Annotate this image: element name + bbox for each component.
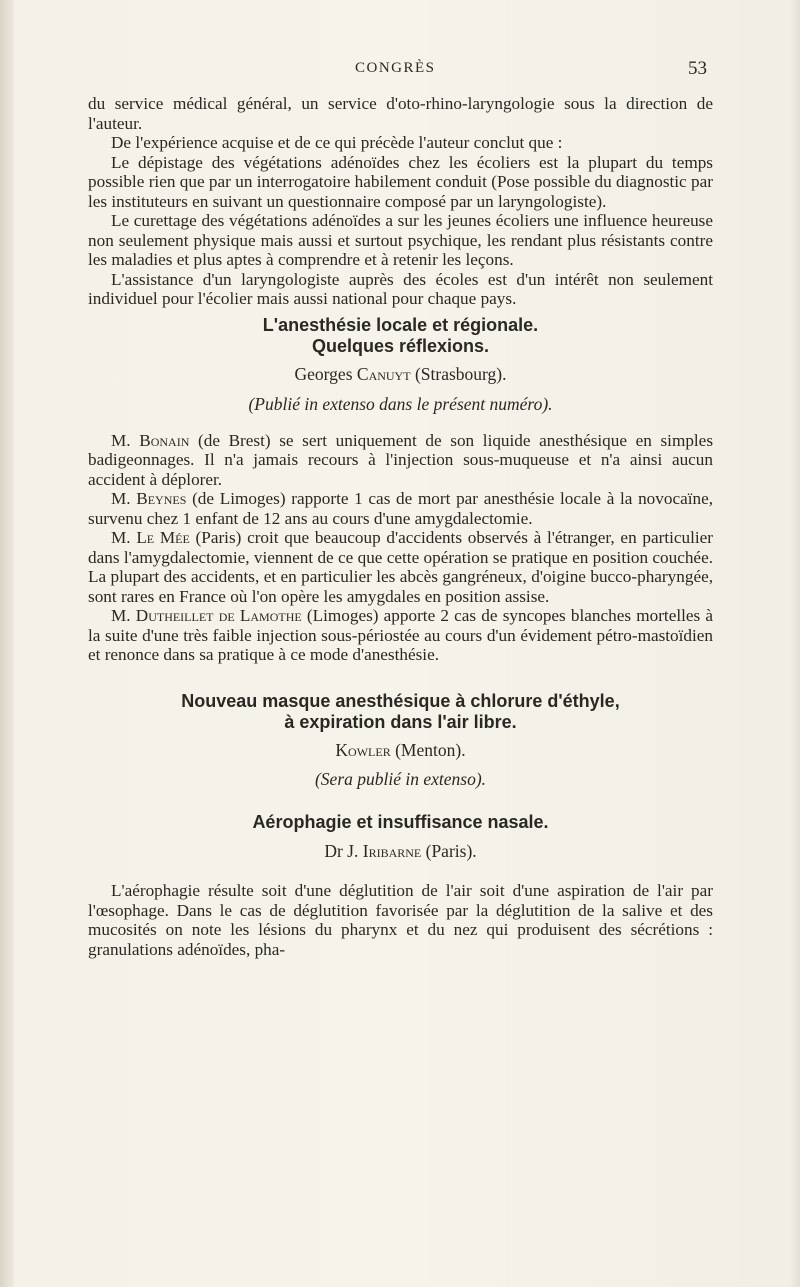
paragraph-text: (de Limoges) rapporte 1 cas de mort par anesthésie locale à la novocaïne, survenu chez 1 enfant de 12 ans au cours d'une amygdalectomie. bbox=[88, 489, 713, 528]
author-place: (Menton). bbox=[395, 739, 466, 760]
paragraph-text: (Paris) croit que beaucoup d'accidents observés à l'étranger, en particulier dans l'amygdalectomie, viennent de ce que cette opération se pratique en position couchée. La plupart des accidents, et en particulier les abcès gangréneux, d'oigine bucco-pharyngée, sont rares en France où l'on opère les amygdales en position assise. bbox=[88, 528, 713, 606]
paragraph: De l'expérience acquise et de ce qui précède l'auteur conclut que : bbox=[111, 133, 563, 152]
paragraph-text: (de Brest) se sert uniquement de son liquide anesthésique en simples badigeonnages. Il n'a jamais recours à l'injection sous-muqueuse et n'a ainsi aucun accident à déplorer. bbox=[88, 430, 714, 489]
author-name: Canuyt bbox=[356, 363, 411, 384]
speaker-prefix: M. bbox=[111, 528, 131, 547]
author-name: Kowler bbox=[335, 739, 391, 760]
paragraph-text: (Limoges) apporte 2 cas de syncopes blanches mortelles à la suite d'une très faible injection sous-périostée au cours d'un évidement pétro-mastoïdien et renonce dans sa pratique à ce mode d'anesthésie. bbox=[88, 606, 714, 664]
section-title: L'anesthésie locale et régionale. bbox=[262, 314, 539, 335]
page-body bbox=[88, 94, 713, 959]
speaker-name: Bonain bbox=[139, 430, 190, 450]
speaker-name: Beynes bbox=[136, 489, 187, 508]
section-title: Nouveau masque anesthésique à chlorure d'éthyle, bbox=[181, 690, 620, 711]
page-edge bbox=[0, 0, 14, 1287]
running-head: CONGRÈS bbox=[355, 60, 436, 76]
speaker-name: Dutheillet de Lamothe bbox=[135, 606, 302, 625]
author-first-name: Georges bbox=[294, 363, 353, 384]
section-title: Aérophagie et insuffisance nasale. bbox=[252, 811, 549, 832]
paragraph bbox=[88, 431, 713, 490]
section-author bbox=[88, 842, 713, 862]
section-subtitle: Quelques réflexions. bbox=[311, 335, 490, 356]
section-subtitle: à expiration dans l'air libre. bbox=[284, 711, 517, 732]
page-number: 53 bbox=[688, 58, 707, 79]
speaker-prefix: M. bbox=[111, 430, 131, 450]
publication-note: (Publié in extenso dans le présent numéro). bbox=[248, 394, 553, 414]
paragraph: L'assistance d'un laryngologiste auprès des écoles est d'un intérêt non seulement individuel pour l'écolier mais aussi national pour chaque pays. bbox=[88, 269, 713, 308]
speaker-prefix: M. bbox=[111, 606, 131, 625]
author-place: (Strasbourg). bbox=[414, 363, 507, 384]
speaker-prefix: M. bbox=[111, 489, 131, 508]
paragraph bbox=[88, 606, 713, 665]
page-header bbox=[0, 58, 800, 80]
speaker-name: Le Mée bbox=[136, 528, 190, 547]
section-author bbox=[88, 741, 713, 761]
paragraph: L'aérophagie résulte soit d'une déglutition de l'air soit d'une aspiration de l'air par l'œsophage. Dans le cas de déglutition favorisée par la déglutition de la salive et des mucosités on note les lésions du pharynx et du nez qui produisent des sécrétions : granulations adénoïdes, pha- bbox=[88, 881, 713, 959]
paragraph: du service médical général, un service d'oto-rhino-laryngologie sous la direction de l'auteur. bbox=[88, 94, 713, 133]
paragraph bbox=[88, 489, 713, 528]
paragraph bbox=[88, 528, 713, 606]
author-place: (Paris). bbox=[425, 840, 477, 861]
paragraph: Le curettage des végétations adénoïdes a sur les jeunes écoliers une influence heureuse non seulement physique mais aussi et surtout psychique, les rendant plus résistants contre les maladies et plus aptes à comprendre et à retenir les leçons. bbox=[88, 211, 713, 269]
author-name: Iribarne bbox=[362, 840, 422, 861]
paragraph: Le dépistage des végétations adénoïdes chez les écoliers est la plupart du temps possible rien que par un interrogatoire habilement conduit (Pose possible du diagnostic par les instituteurs en suivant un questionnaire composé par un laryngologiste). bbox=[88, 152, 713, 211]
publication-note: (Sera publié in extenso). bbox=[314, 769, 487, 789]
author-prefix: Dr J. bbox=[324, 840, 359, 861]
section-author bbox=[88, 365, 713, 385]
